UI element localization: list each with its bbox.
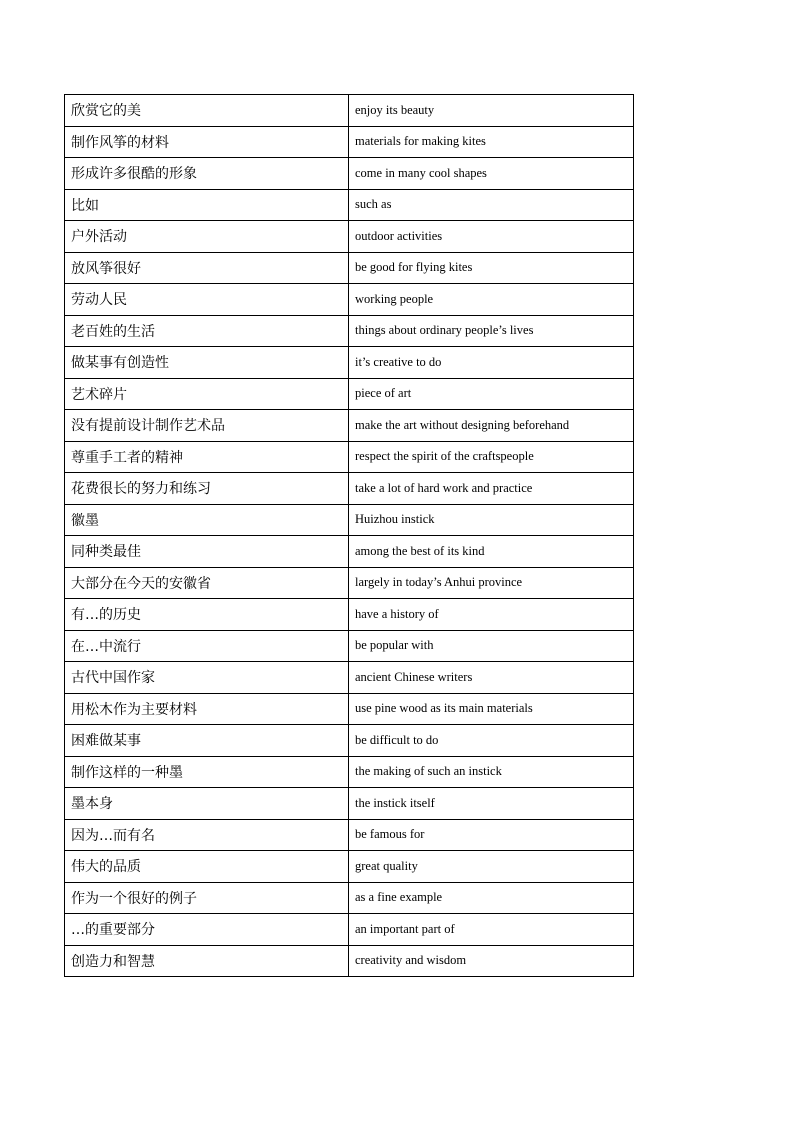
chinese-phrase-cell: 因为…而有名 [65,819,349,851]
english-phrase-cell: great quality [349,851,634,883]
chinese-phrase-cell: 困难做某事 [65,725,349,757]
chinese-phrase-cell: 形成许多很酷的形象 [65,158,349,190]
english-phrase-cell: make the art without designing beforehand [349,410,634,442]
chinese-phrase-cell: 用松木作为主要材料 [65,693,349,725]
english-phrase-cell: largely in today’s Anhui province [349,567,634,599]
english-phrase-cell: as a fine example [349,882,634,914]
vocabulary-row [65,882,634,914]
chinese-phrase-cell: 没有提前设计制作艺术品 [65,410,349,442]
vocabulary-row [65,410,634,442]
vocabulary-row [65,819,634,851]
english-phrase-cell: respect the spirit of the craftspeople [349,441,634,473]
vocabulary-row [65,158,634,190]
english-phrase-cell: outdoor activities [349,221,634,253]
vocabulary-table-body [65,95,634,977]
vocabulary-row [65,378,634,410]
english-phrase-cell: working people [349,284,634,316]
chinese-phrase-cell: 徽墨 [65,504,349,536]
chinese-phrase-cell: 古代中国作家 [65,662,349,694]
english-phrase-cell: come in many cool shapes [349,158,634,190]
vocabulary-row [65,126,634,158]
chinese-phrase-cell: 墨本身 [65,788,349,820]
chinese-phrase-cell: 作为一个很好的例子 [65,882,349,914]
chinese-phrase-cell: 有…的历史 [65,599,349,631]
english-phrase-cell: use pine wood as its main materials [349,693,634,725]
vocabulary-row [65,662,634,694]
vocabulary-row [65,599,634,631]
chinese-phrase-cell: 创造力和智慧 [65,945,349,977]
vocabulary-row [65,914,634,946]
english-phrase-cell: enjoy its beauty [349,95,634,127]
vocabulary-row [65,693,634,725]
english-phrase-cell: piece of art [349,378,634,410]
english-phrase-cell: among the best of its kind [349,536,634,568]
english-phrase-cell: such as [349,189,634,221]
english-phrase-cell: the making of such an instick [349,756,634,788]
english-phrase-cell: be famous for [349,819,634,851]
english-phrase-cell: be popular with [349,630,634,662]
chinese-phrase-cell: 欣赏它的美 [65,95,349,127]
english-phrase-cell: take a lot of hard work and practice [349,473,634,505]
vocabulary-row [65,504,634,536]
english-phrase-cell: have a history of [349,599,634,631]
vocabulary-row [65,95,634,127]
chinese-phrase-cell: 花费很长的努力和练习 [65,473,349,505]
chinese-phrase-cell: 户外活动 [65,221,349,253]
chinese-phrase-cell: 艺术碎片 [65,378,349,410]
vocabulary-row [65,284,634,316]
chinese-phrase-cell: 比如 [65,189,349,221]
chinese-phrase-cell: 劳动人民 [65,284,349,316]
vocabulary-row [65,945,634,977]
english-phrase-cell: the instick itself [349,788,634,820]
english-phrase-cell: be difficult to do [349,725,634,757]
vocabulary-row [65,567,634,599]
english-phrase-cell: it’s creative to do [349,347,634,379]
chinese-phrase-cell: 在…中流行 [65,630,349,662]
chinese-phrase-cell: 制作这样的一种墨 [65,756,349,788]
vocabulary-row [65,473,634,505]
vocabulary-row [65,252,634,284]
vocabulary-row [65,347,634,379]
vocabulary-row [65,851,634,883]
english-phrase-cell: be good for flying kites [349,252,634,284]
chinese-phrase-cell: …的重要部分 [65,914,349,946]
vocabulary-row [65,788,634,820]
vocabulary-row [65,441,634,473]
vocabulary-row [65,725,634,757]
english-phrase-cell: Huizhou instick [349,504,634,536]
english-phrase-cell: materials for making kites [349,126,634,158]
english-phrase-cell: things about ordinary people’s lives [349,315,634,347]
english-phrase-cell: creativity and wisdom [349,945,634,977]
vocabulary-row [65,189,634,221]
chinese-phrase-cell: 同种类最佳 [65,536,349,568]
vocabulary-row [65,536,634,568]
chinese-phrase-cell: 制作风筝的材料 [65,126,349,158]
vocabulary-row [65,221,634,253]
vocabulary-row [65,315,634,347]
vocabulary-row [65,630,634,662]
english-phrase-cell: an important part of [349,914,634,946]
chinese-phrase-cell: 老百姓的生活 [65,315,349,347]
vocabulary-row [65,756,634,788]
vocabulary-table [64,94,634,977]
english-phrase-cell: ancient Chinese writers [349,662,634,694]
chinese-phrase-cell: 尊重手工者的精神 [65,441,349,473]
chinese-phrase-cell: 做某事有创造性 [65,347,349,379]
chinese-phrase-cell: 放风筝很好 [65,252,349,284]
chinese-phrase-cell: 大部分在今天的安徽省 [65,567,349,599]
chinese-phrase-cell: 伟大的品质 [65,851,349,883]
